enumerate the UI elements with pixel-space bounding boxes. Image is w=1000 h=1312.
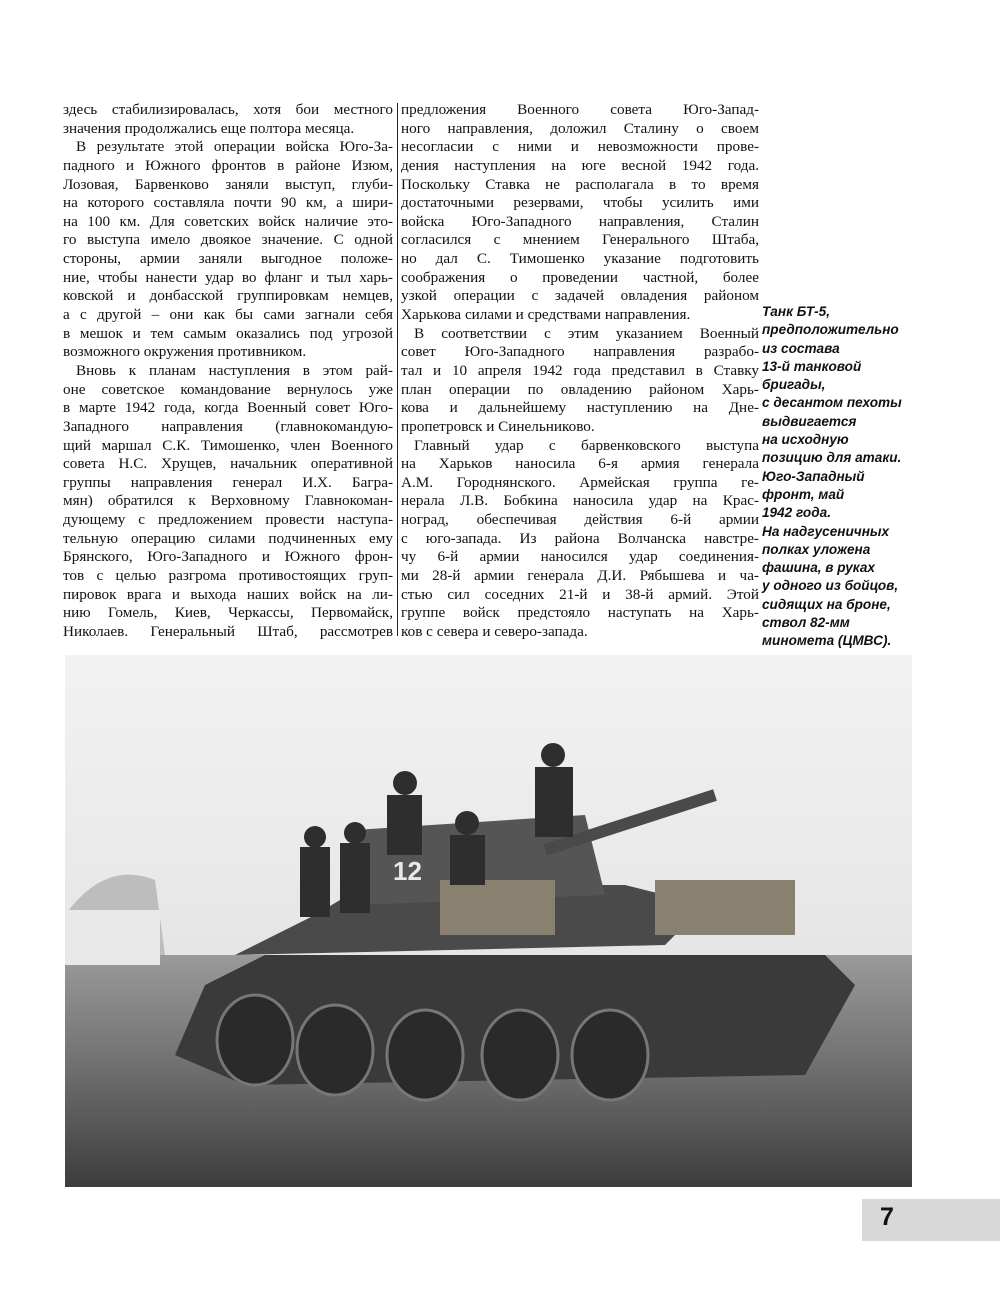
text-line: план операции по овладению районом Харь- bbox=[401, 380, 759, 398]
text-line: узкой операции с задачей овладения районом bbox=[401, 287, 759, 305]
text-line: тов с целью разгрома противостоящих груп- bbox=[63, 567, 393, 585]
caption-line: с десантом пехоты bbox=[762, 395, 902, 411]
caption-line: На надгусеничных bbox=[762, 523, 890, 539]
caption-line: сидящих на броне, bbox=[762, 596, 891, 612]
text-line: Брянского, Юго-Западного и Южного фрон- bbox=[63, 548, 393, 566]
text-line: здесь стабилизировалась, хотя бои местного bbox=[63, 101, 393, 118]
caption-line: предположительно bbox=[762, 322, 899, 338]
text-line: соображения о проведении частной, более bbox=[401, 268, 759, 286]
text-line: ми 28-й армии генерала Д.И. Рябышева и ча- bbox=[401, 567, 759, 585]
text-line: тельную операцию силами подчиненных ему bbox=[63, 529, 393, 547]
text-line: на 100 км. Для советских войск наличие это- bbox=[63, 212, 393, 230]
caption-line: Юго-Западный bbox=[762, 468, 865, 484]
text-line: дующему с предложением провести наступа- bbox=[63, 511, 393, 529]
text-line: в марте 1942 года, когда Военный совет Юго- bbox=[63, 399, 393, 417]
text-line: оне советское командование вернулось уже bbox=[63, 380, 393, 398]
caption-line: на исходную bbox=[762, 432, 849, 448]
caption-line: Танк БТ-5, bbox=[762, 304, 831, 319]
text-line: Западного направления (главнокомандую- bbox=[63, 417, 393, 435]
text-line: ков с севера и северо-запада. bbox=[401, 622, 588, 640]
photo-caption bbox=[762, 303, 1000, 651]
text-line: а с другой – они как бы сами загнали себя bbox=[63, 306, 393, 324]
text-line: совета Н.С. Хрущев, начальник оперативной bbox=[63, 455, 393, 473]
text-line: войска Юго-Западного направления, Сталин bbox=[401, 212, 759, 230]
photo-image bbox=[65, 655, 912, 1187]
text-line: возможного окружения противником. bbox=[63, 343, 307, 361]
text-line: чу 6-й армии наносился удар соединения- bbox=[401, 548, 759, 566]
text-line: стью сил соседних 21-й и 38-й армий. Этой bbox=[401, 585, 759, 603]
text-line: но дал С. Тимошенко указание подготовить bbox=[401, 250, 759, 268]
caption-line: миномета (ЦМВС). bbox=[762, 633, 892, 649]
text-line: значения продолжались еще полтора месяца. bbox=[63, 119, 355, 137]
caption-line: из состава bbox=[762, 340, 840, 356]
text-line: кова и дальнейшему наступлению на Дне- bbox=[401, 399, 759, 417]
text-line: дения наступления на юге весной 1942 года. bbox=[401, 156, 759, 174]
text-line: согласился с мнением Генерального Штаба, bbox=[401, 231, 759, 249]
caption-line: ствол 82-мм bbox=[762, 615, 850, 631]
caption-line: у одного из бойцов, bbox=[762, 578, 899, 594]
text-line: В результате этой операции войска Юго-За- bbox=[76, 138, 393, 156]
text-line: нерала Л.В. Бобкина наносила удар на Крас- bbox=[401, 492, 759, 510]
text-line: ноград, обеспечивая действия 6-й армии bbox=[401, 511, 759, 529]
caption-line: 13-й танковой bbox=[762, 358, 862, 374]
text-line: тал и 10 апреля 1942 года представил в Ставку bbox=[401, 361, 759, 379]
turret-number: 12 bbox=[393, 856, 422, 886]
caption-line: полках уложена bbox=[762, 541, 871, 557]
text-line: достаточными резервами, чтобы усилить ими bbox=[401, 194, 759, 212]
text-line: Харькова силами и средствами направления. bbox=[401, 306, 691, 324]
text-line: В соответствии с этим указанием Военный bbox=[414, 324, 759, 342]
text-line: нию Гомель, Киев, Черкассы, Первомайск, bbox=[63, 604, 393, 622]
text-line: го выступа имело двоякое значение. С одной bbox=[63, 231, 393, 249]
caption-line: позицию для атаки. bbox=[762, 450, 902, 466]
caption-line: фашина, в руках bbox=[762, 560, 875, 576]
page-number: 7 bbox=[880, 1203, 894, 1231]
text-line: щий маршал С.К. Тимошенко, член Военного bbox=[63, 436, 393, 454]
text-line: мян) обратился к Верховному Главнокоман- bbox=[63, 492, 393, 510]
text-line: совет Юго-Западного направления разрабо- bbox=[401, 343, 759, 361]
text-line: А.М. Городнянского. Армейская группа ге- bbox=[401, 473, 759, 491]
text-line: группы направления генерал И.Х. Багра- bbox=[63, 473, 393, 491]
text-line: в мешок и тем самым оказались под угрозой bbox=[63, 324, 393, 342]
text-line: с юго-запада. Из района Волчанска навстре- bbox=[401, 529, 759, 547]
text-line: Лозовая, Барвенково заняли выступ, глуби- bbox=[63, 175, 393, 193]
text-line: ние, чтобы нанести удар во фланг и тыл харь- bbox=[63, 268, 393, 286]
text-line: несогласии с ними и невозможности прове- bbox=[401, 138, 759, 156]
caption-line: бригады, bbox=[762, 377, 826, 393]
text-line: Поскольку Ставка не располагала в то время bbox=[401, 175, 759, 193]
text-line: Николаев. Генеральный Штаб, рассмотрев bbox=[63, 622, 393, 640]
text-line: пропетровск и Синельниково. bbox=[401, 417, 595, 435]
text-column-middle bbox=[401, 101, 759, 642]
text-line: пировок врага и выхода наших войск на ли- bbox=[63, 585, 393, 603]
text-line: Вновь к планам наступления в этом рай- bbox=[76, 361, 393, 379]
photo-bt5-tank bbox=[65, 655, 912, 1187]
caption-line: 1942 года. bbox=[762, 505, 831, 521]
text-line: стороны, армии заняли выгодное положе- bbox=[63, 250, 393, 268]
column-divider bbox=[397, 103, 398, 636]
text-column-left bbox=[63, 101, 393, 642]
text-line: Главный удар с барвенковского выступа bbox=[414, 436, 759, 454]
text-line: на Харьков наносила 6-я армия генерала bbox=[401, 455, 759, 473]
text-line: предложения Военного совета Юго-Запад- bbox=[401, 101, 759, 118]
caption-line: фронт, май bbox=[762, 486, 845, 502]
text-line: ного направления, доложил Сталину о своем bbox=[401, 119, 759, 137]
text-line: на которого составляла почти 90 км, а шири- bbox=[63, 194, 393, 212]
text-line: ковской и донбасской группировкам немцев, bbox=[63, 287, 393, 305]
text-line: группе войск предстояло наступать на Харь- bbox=[401, 604, 759, 622]
text-line: падного и Южного фронтов в районе Изюм, bbox=[63, 156, 393, 174]
caption-line: выдвигается bbox=[762, 413, 857, 429]
